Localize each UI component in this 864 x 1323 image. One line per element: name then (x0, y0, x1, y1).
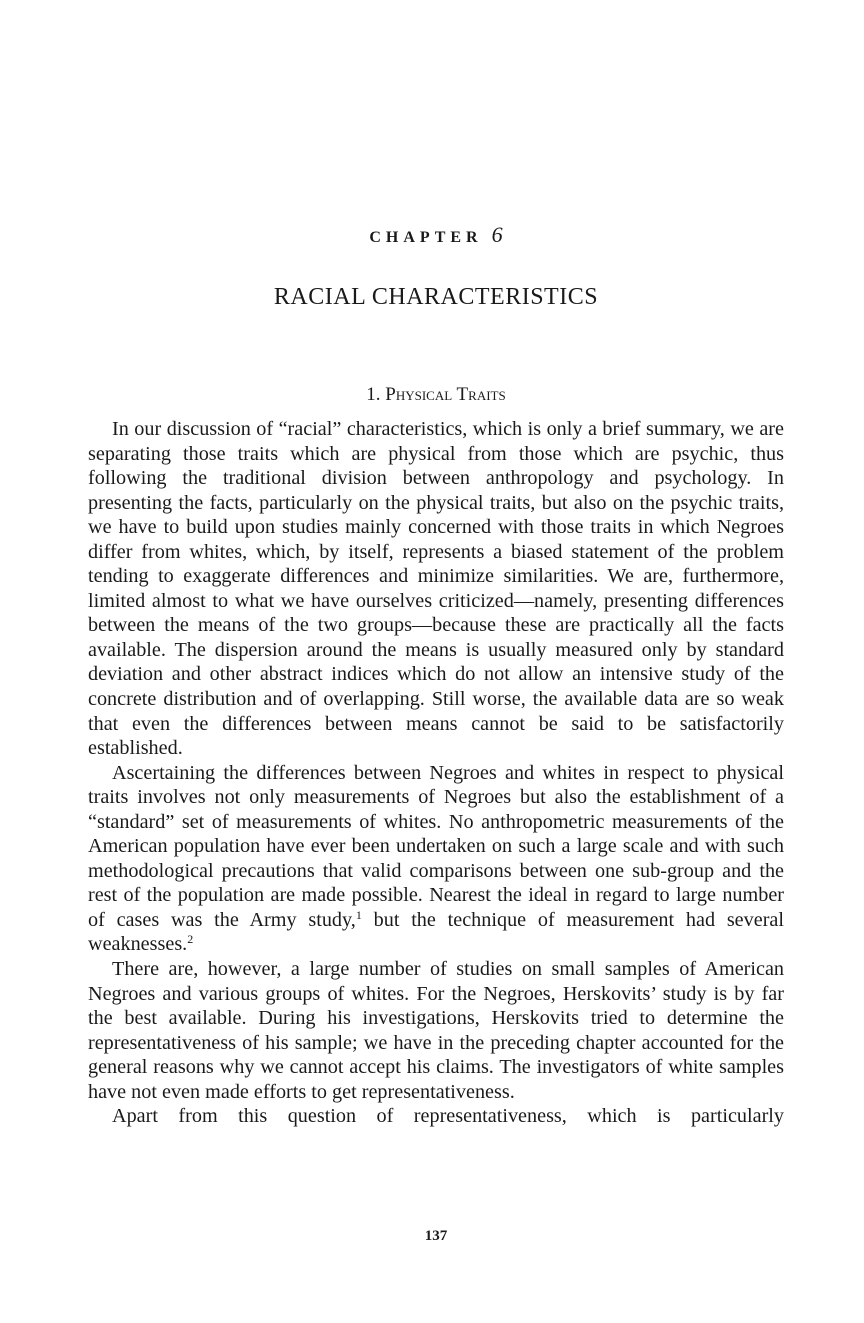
chapter-number: 6 (491, 222, 503, 247)
body-text (88, 417, 784, 1129)
paragraph-2 (88, 761, 784, 957)
paragraph-3: There are, however, a large number of studies on small samples of American Negroes and various groups of whites. For the Negroes, Herskovits’ study is by far the best available. During his investigations, Herskovits tried to determine the representativeness of his sample; we have in the preceding chapter accounted for the general reasons why we cannot accept his claims. The investigators of white samples have not even made efforts to get representativeness. (88, 958, 784, 1103)
chapter-title: RACIAL CHARACTERISTICS (273, 284, 599, 310)
section-title: 1. Physical Traits (366, 384, 506, 405)
footnote-ref-1: 1 (355, 907, 362, 922)
chapter-word: CHAPTER (369, 229, 483, 246)
page-number: 137 (424, 1228, 448, 1244)
chapter-label (88, 222, 784, 248)
paragraph-1: In our discussion of “racial” characteristics, which is only a brief summary, we are separating those traits which are physical from those which are psychic, thus following the traditional division between anthropology and psychology. In presenting the facts, particularly on the physical traits, but also on the psychic traits, we have to build upon studies mainly concerned with those traits in which Negroes differ from whites, which, by itself, represents a biased statement of the problem tending to exaggerate differences and minimize similarities. We are, furthermore, limited almost to what we have ourselves criticized—namely, presenting differences between the means of the two groups—because these are practically all the facts available. The dispersion around the means is usually measured only by standard deviation and other abstract indices which do not allow an intensive study of the concrete distribution and of overlapping. Still worse, the available data are so weak that even the differences between means cannot be said to be satisfactorily established. (88, 418, 784, 760)
paragraph-2-text-a: Ascertaining the differences between Negroes and whites in respect to physical traits involves not only measurements of Negroes but also the establishment of a “standard” set of measurements of whites. No anthropometric measurements of the American population have ever been undertaken on such a large scale and with such methodological precautions that valid comparisons between one sub-group and the rest of the population are made possible. Nearest the ideal in regard to large number of cases was the Army study, (88, 761, 784, 931)
book-page (88, 0, 784, 1323)
paragraph-4: Apart from this question of representativeness, which is particularly (112, 1105, 784, 1128)
paragraph-2-text-b: but the technique of measurement had several weaknesses. (88, 908, 784, 956)
footnote-ref-2: 2 (187, 932, 194, 947)
